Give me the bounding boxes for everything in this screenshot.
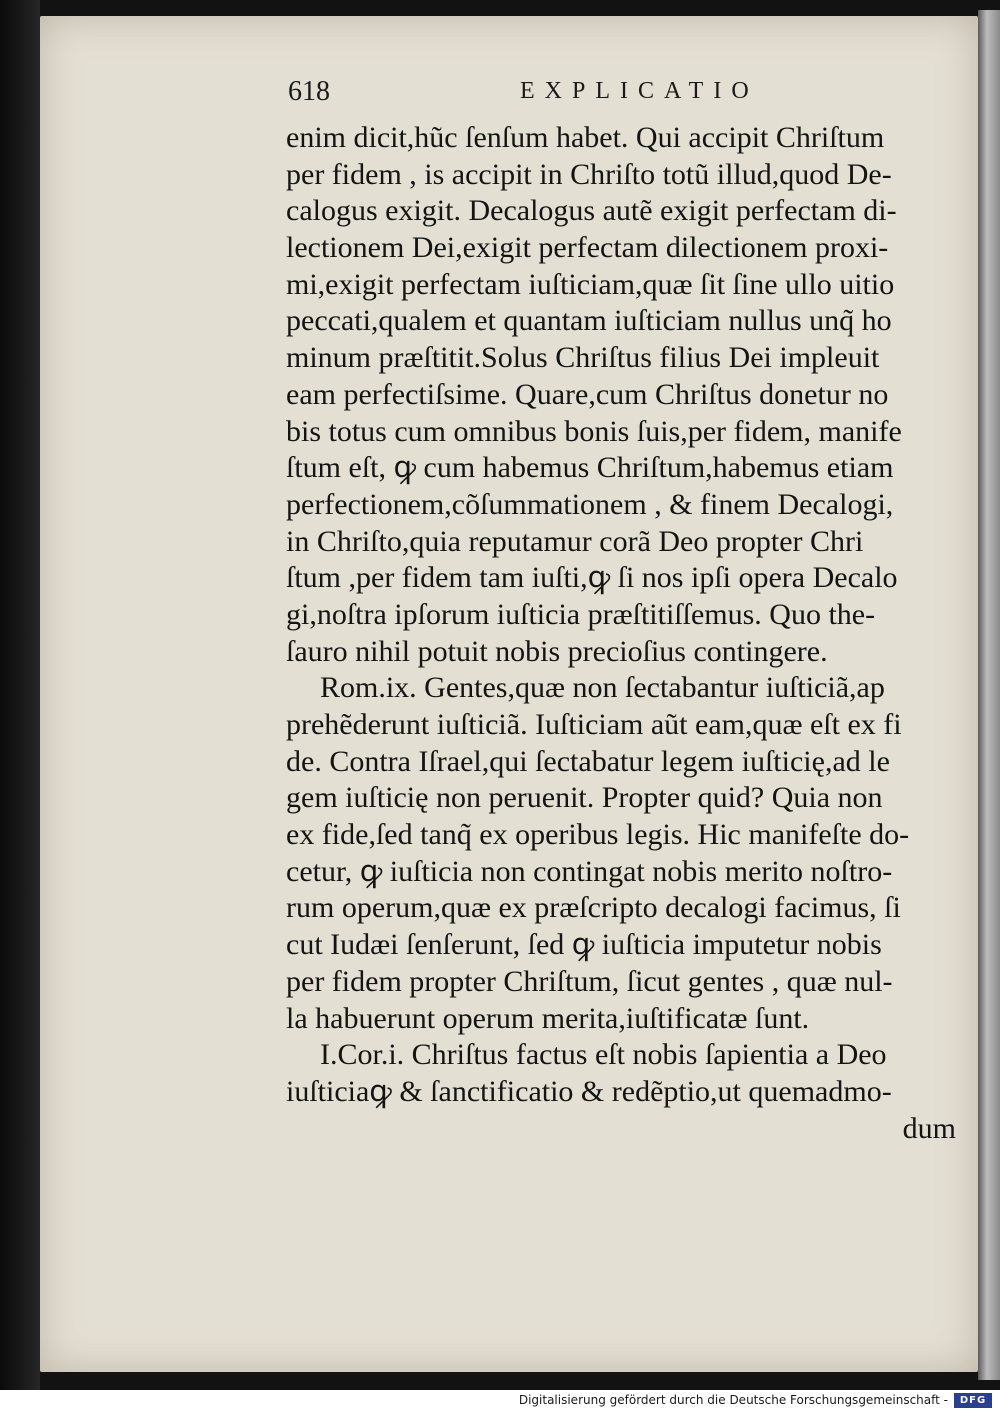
text-line: peccati,qualem et quantam iuſticiam nullus unq̃ ho xyxy=(286,304,892,338)
text-line: ſauro nihil potuit nobis precioſius contingere. xyxy=(286,634,828,668)
text-line: calogus exigit. Decalogus autẽ exigit perfectam di- xyxy=(286,194,897,228)
footer xyxy=(0,1390,1000,1413)
text-line: ſtum eſt, ꝙ cum habemus Chriſtum,habemus etiam xyxy=(286,451,894,485)
page-number: 618 xyxy=(288,76,330,107)
text-line: cetur, ꝙ iuſticia non contingat nobis merito noſtro- xyxy=(286,854,893,888)
text-line: iuſticiaꝙ & ſanctificatio & redẽptio,ut quemadmo- xyxy=(286,1074,892,1108)
text-line: in Chriſto,quia reputamur corã Deo propter Chri xyxy=(286,524,864,558)
scan-left-edge xyxy=(0,0,40,1390)
text-line: ex fide,ſed tanq̃ ex operibus legis. Hic manifeſte do- xyxy=(286,818,910,852)
dfg-logo: DFG xyxy=(954,1393,992,1408)
text-line: lectionem Dei,exigit perfectam dilectionem proxi- xyxy=(286,231,889,265)
page-stack-edge xyxy=(978,10,1000,1380)
text-line: ſtum ,per fidem tam iuſti,ꝙ ſi nos ipſi opera Decalo xyxy=(286,561,898,595)
running-head xyxy=(40,76,978,116)
text-line: gi,noſtra ipſorum iuſticia præſtitiſſemus. Quo the- xyxy=(286,597,876,631)
text-line: rum operum,quæ ex præſcripto decalogi facimus, ſi xyxy=(286,891,901,925)
text-line: cut Iudæi ſenſerunt, ſed ꝙ iuſticia imputetur nobis xyxy=(286,928,882,962)
text-line: mi,exigit perfectam iuſticiam,quæ ſit ſine ullo uitio xyxy=(286,267,895,301)
text-line: I.Cor.i. Chriſtus factus eſt nobis ſapientia a Deo xyxy=(320,1038,887,1072)
text-line: gem iuſticię non peruenit. Propter quid? Quia non xyxy=(286,781,883,815)
text-block xyxy=(286,120,956,1147)
text-line: bis totus cum omnibus bonis ſuis,per fidem, manife xyxy=(286,414,902,448)
catchword: dum xyxy=(902,1111,956,1145)
text-line: per fidem , is accipit in Chriſto totũ illud,quod De- xyxy=(286,157,892,191)
book-page xyxy=(40,16,978,1372)
running-head-title: EXPLICATIO xyxy=(520,78,759,104)
text-line: prehẽderunt iuſticiã. Iuſticiam aũt eam,quæ eſt ex fi xyxy=(286,708,902,741)
funding-credit: Digitalisierung gefördert durch die Deutsche Forschungsgemeinschaft - xyxy=(518,1393,948,1407)
text-line: per fidem propter Chriſtum, ſicut gentes , quæ nul- xyxy=(286,964,893,998)
text-line: minum præſtitit.Solus Chriſtus filius Dei impleuit xyxy=(286,341,880,375)
text-line: la habuerunt operum merita,iuſtificatæ ſunt. xyxy=(286,1001,810,1035)
text-line: eam perfectiſsime. Quare,cum Chriſtus donetur no xyxy=(286,377,889,411)
text-line: perfectionem,cõſummationem , & finem Decalogi, xyxy=(286,487,894,521)
text-line: Rom.ix. Gentes,quæ non ſectabantur iuſticiã,ap xyxy=(320,671,885,705)
text-line: enim dicit,hũc ſenſum habet. Qui accipit Chriſtum xyxy=(286,121,885,154)
text-line: de. Contra Iſrael,qui ſectabatur legem iuſticię,ad le xyxy=(286,744,890,778)
